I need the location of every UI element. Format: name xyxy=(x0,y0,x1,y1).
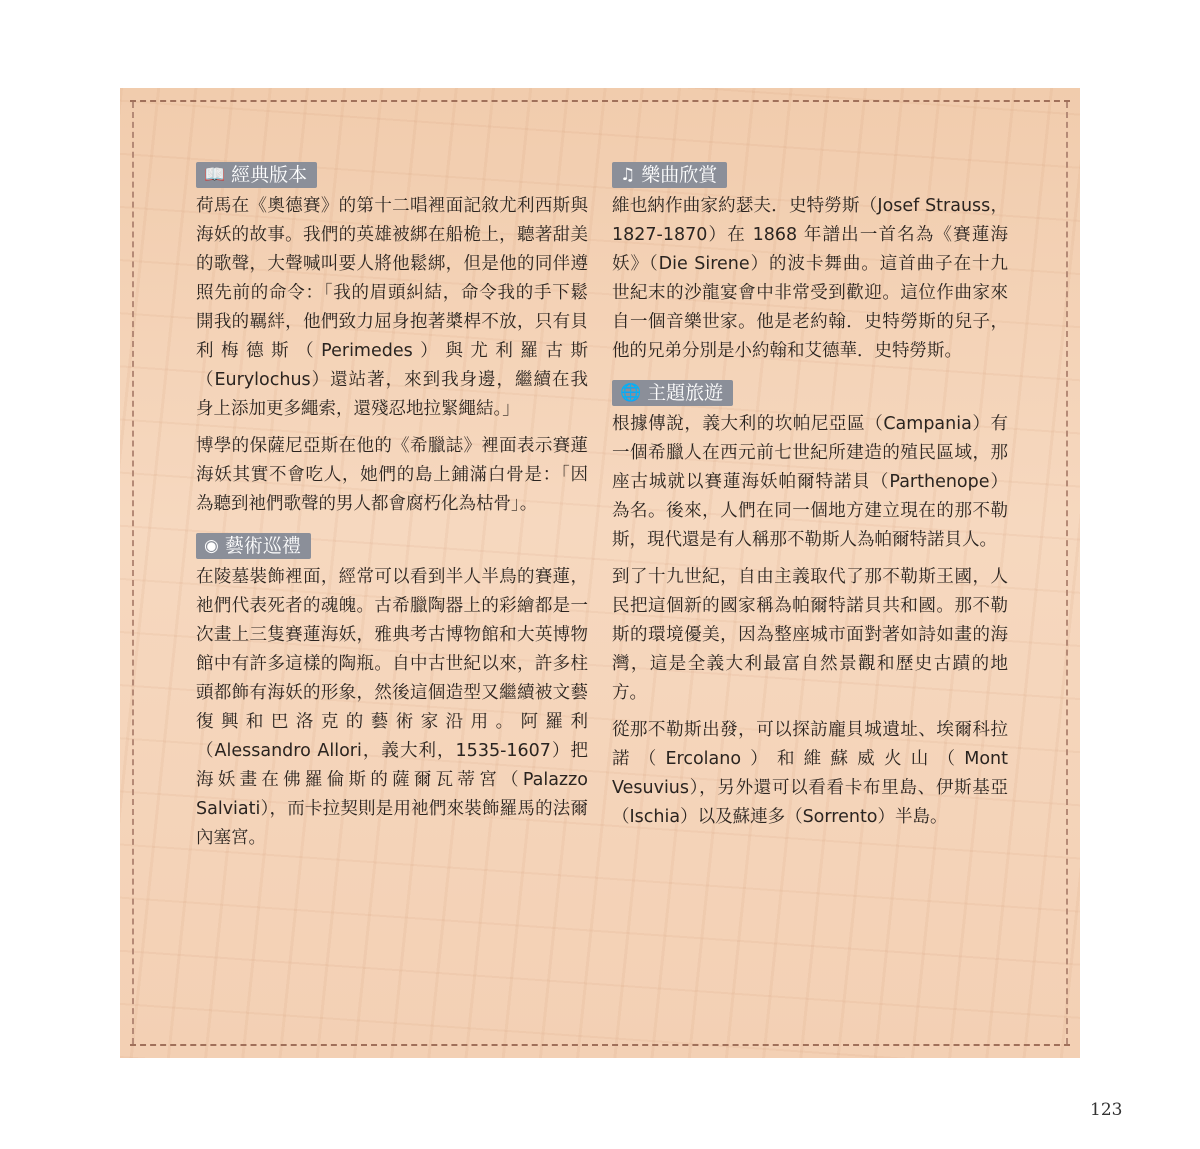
book-icon: 📖 xyxy=(204,165,226,185)
stitched-border-left xyxy=(132,102,134,1044)
section-travel xyxy=(612,380,1008,832)
stitched-border-top xyxy=(130,100,1070,102)
section-music xyxy=(612,162,1008,366)
page-number: 123 xyxy=(1090,1100,1123,1120)
section-heading-art xyxy=(196,533,311,559)
stitched-border-bottom xyxy=(130,1044,1070,1046)
section-title-music: 樂曲欣賞 xyxy=(641,164,718,186)
globe-icon: 🌐 xyxy=(620,383,642,403)
section-heading-music xyxy=(612,162,727,188)
section-title-classic: 經典版本 xyxy=(231,164,308,186)
paragraph: 荷馬在《奧德賽》的第十二唱裡面記敘尤利西斯與海妖的故事。我們的英雄被綁在船桅上，聽著甜美的歌聲，大聲喊叫要人將他鬆綁，但是他的同伴遵照先前的命令：「我的眉頭糾結，命令我的手下鬆開我的羈絆，他們致力屈身抱著槳桿不放，只有貝利梅德斯（Perimedes）與尤利羅古斯（Eurylochus）還站著，來到我身邊，繼續在我身上添加更多繩索，還殘忍地拉緊繩結。」 xyxy=(196,196,588,419)
left-column xyxy=(196,162,588,861)
music-note-icon: ♫ xyxy=(620,165,636,185)
section-title-travel: 主題旅遊 xyxy=(647,382,724,404)
right-column xyxy=(612,162,1008,840)
paragraph: 根據傳說，義大利的坎帕尼亞區（Campania）有一個希臘人在西元前七世紀所建造的殖民區域，那座古城就以賽蓮海妖帕爾特諾貝（Parthenope）為名。後來，人們在同一個地方建立現在的那不勒斯，現代還是有人稱那不勒斯人為帕爾特諾貝人。 xyxy=(612,414,1008,550)
paragraph: 維也納作曲家約瑟夫．史特勞斯（Josef Strauss，1827-1870）在 1868 年譜出一首名為《賽蓮海妖》（Die Sirene）的波卡舞曲。這首曲子在十九世紀末的沙龍宴會中非常受到歡迎。這位作曲家來自一個音樂世家。他是老約翰．史特勞斯的兒子，他的兄弟分別是小約翰和艾德華．史特勞斯。 xyxy=(612,196,1008,361)
section-heading-travel xyxy=(612,380,733,406)
section-heading-classic xyxy=(196,162,317,188)
content-panel xyxy=(120,88,1080,1058)
paragraph: 從那不勒斯出發，可以探訪龐貝城遺址、埃爾科拉諾（Ercolano）和維蘇威火山（Mont Vesuvius），另外還可以看看卡布里島、伊斯基亞（Ischia）以及蘇連多（Sorrento）半島。 xyxy=(612,720,1008,827)
paragraph: 博學的保薩尼亞斯在他的《希臘誌》裡面表示賽蓮海妖其實不會吃人，她們的島上鋪滿白骨是：「因為聽到祂們歌聲的男人都會腐朽化為枯骨」。 xyxy=(196,436,588,514)
section-classic xyxy=(196,162,588,519)
eye-icon: ◉ xyxy=(204,536,219,556)
section-title-art: 藝術巡禮 xyxy=(224,535,301,557)
paragraph: 在陵墓裝飾裡面，經常可以看到半人半鳥的賽蓮，祂們代表死者的魂魄。古希臘陶器上的彩繪都是一次畫上三隻賽蓮海妖，雅典考古博物館和大英博物館中有許多這樣的陶瓶。自中古世紀以來，許多柱頭都飾有海妖的形象，然後這個造型又繼續被文藝復興和巴洛克的藝術家沿用。阿羅利（Alessandro Allori，義大利，1535-1607）把海妖畫在佛羅倫斯的薩爾瓦蒂宮（Palazzo Salviati），而卡拉契則是用祂們來裝飾羅馬的法爾內塞宮。 xyxy=(196,567,588,848)
section-art xyxy=(196,533,588,853)
stitched-border-right xyxy=(1066,102,1068,1044)
paragraph: 到了十九世紀，自由主義取代了那不勒斯王國，人民把這個新的國家稱為帕爾特諾貝共和國。那不勒斯的環境優美，因為整座城市面對著如詩如畫的海灣，這是全義大利最富自然景觀和歷史古蹟的地方。 xyxy=(612,567,1008,703)
